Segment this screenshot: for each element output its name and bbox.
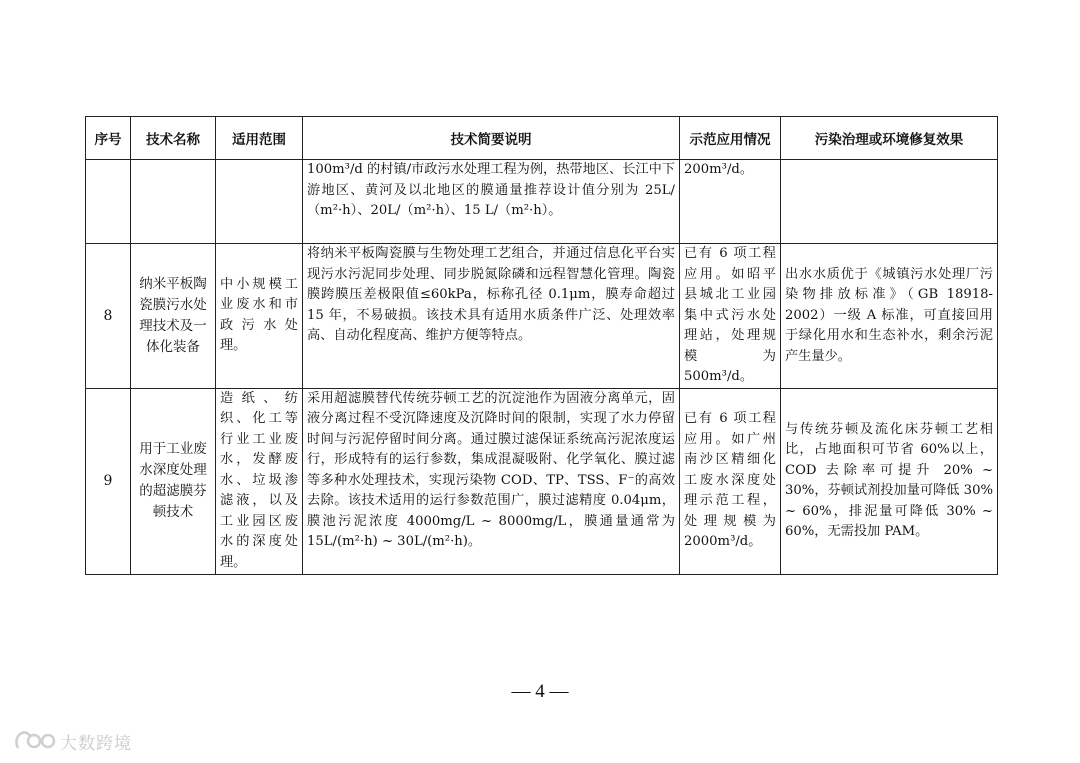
watermark-logo-icon bbox=[12, 728, 56, 754]
cell-effect bbox=[781, 244, 998, 389]
cell-name bbox=[131, 244, 216, 389]
cell-scope bbox=[216, 244, 303, 389]
scope-text: 中小规模工业废水和市政污水处理。 bbox=[220, 276, 298, 354]
header-no: 序号 bbox=[86, 117, 131, 160]
cell-name bbox=[131, 160, 216, 244]
cell-scope bbox=[216, 160, 303, 244]
header-demo: 示范应用情况 bbox=[680, 117, 781, 160]
effect-text: 出水水质优于《城镇污水处理厂污染物排放标准》（GB 18918-2002）一级 A 标准，可直接回用于绿化用水和生态补水，剩余污泥产生量少。 bbox=[785, 266, 993, 364]
cell-demo bbox=[680, 160, 781, 244]
cell-no bbox=[86, 160, 131, 244]
technology-table bbox=[85, 116, 998, 575]
table-header-row bbox=[86, 117, 998, 160]
cell-no: 9 bbox=[86, 388, 131, 574]
desc-text: 100m³/d 的村镇/市政污水处理工程为例，热带地区、长江中下游地区、黄河及以北地区的膜通量推荐设计值分别为 25L/（m²·h）、20L/（m²·h）、15 L/（m²·h）。 bbox=[307, 162, 675, 218]
header-name: 技术名称 bbox=[131, 117, 216, 160]
desc-text: 采用超滤膜替代传统芬顿工艺的沉淀池作为固液分离单元，固液分离过程不受沉降速度及沉降时间的限制，实现了水力停留时间与污泥停留时间分离。通过膜过滤保证系统高污泥浓度运行，形成特有的运行参数，集成混凝吸附、化学氧化、膜过滤等多种水处理技术，实现污染物 COD、TP、TSS、F⁻的高效去除。该技术适用的运行参数范围广，膜过滤精度 0.04μm，膜池污泥浓度 4000mg/L ~ 8000mg/L，膜通量通常为 15L/(m²·h) ~ 30L/(m²·h)。 bbox=[307, 390, 675, 549]
table-row bbox=[86, 388, 998, 574]
page-number: — 4 — bbox=[511, 681, 569, 702]
header-effect: 污染治理或环境修复效果 bbox=[781, 117, 998, 160]
cell-desc bbox=[303, 160, 680, 244]
cell-name bbox=[131, 388, 216, 574]
cell-effect bbox=[781, 160, 998, 244]
cell-scope bbox=[216, 388, 303, 574]
header-scope: 适用范围 bbox=[216, 117, 303, 160]
cell-demo bbox=[680, 244, 781, 389]
watermark-text: 大数跨境 bbox=[60, 733, 132, 754]
effect-text: 与传统芬顿及流化床芬顿工艺相比，占地面积可节省 60%以上，COD 去除率可提升 20% ~ 30%，芬顿试剂投加量可降低 30% ~ 60%，排泥量可降低 30% ~ 60%，无需投加 PAM。 bbox=[785, 421, 993, 539]
header-desc: 技术简要说明 bbox=[303, 117, 680, 160]
demo-text: 200m³/d。 bbox=[684, 162, 754, 177]
scope-text: 造纸、纺织、化工等行业工业废水，发酵废水、垃圾渗滤液，以及工业园区废水的深度处理。 bbox=[220, 390, 298, 570]
watermark bbox=[12, 728, 132, 754]
table-row-continued bbox=[86, 160, 998, 244]
cell-no: 8 bbox=[86, 244, 131, 389]
cell-desc bbox=[303, 388, 680, 574]
demo-text: 已有 6 项工程应用。如广州南沙区精细化工废水深度处理示范工程，处理规模为 2000m³/d。 bbox=[684, 411, 776, 550]
desc-text: 将纳米平板陶瓷膜与生物处理工艺组合，并通过信息化平台实现污水污泥同步处理、同步脱氮除磷和远程智慧化管理。陶瓷膜跨膜压差极限值≤60kPa，标称孔径 0.1μm，膜寿命超过 15 年，不易破损。该技术具有适用水质条件广泛、处理效率高、自动化程度高、维护方便等特点。 bbox=[307, 246, 675, 343]
cell-effect bbox=[781, 388, 998, 574]
cell-desc bbox=[303, 244, 680, 389]
table-row bbox=[86, 244, 998, 389]
tech-name: 用于工业废水深度处理的超滤膜芬顿技术 bbox=[139, 441, 207, 520]
cell-demo bbox=[680, 388, 781, 574]
tech-name: 纳米平板陶瓷膜污水处理技术及一体化装备 bbox=[139, 275, 207, 355]
demo-text: 已有 6 项工程应用。如昭平县城北工业园集中式污水处理站，处理规模为500m³/d。 bbox=[684, 246, 776, 384]
